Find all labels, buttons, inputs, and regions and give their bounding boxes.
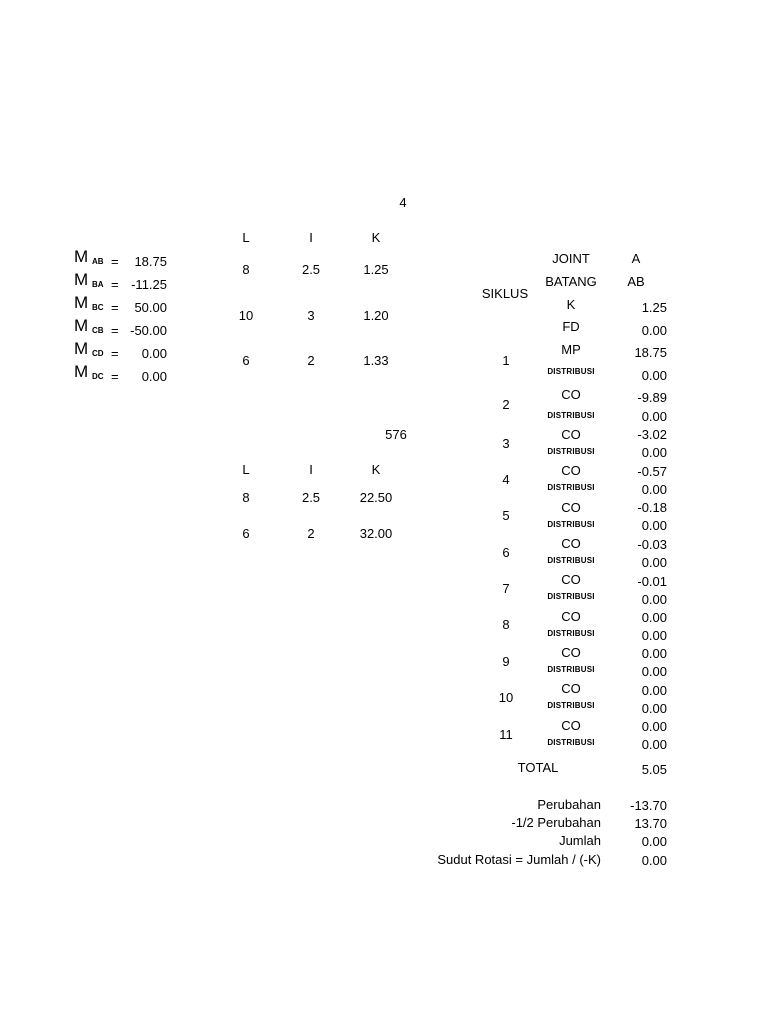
co-label: CO — [561, 500, 581, 515]
equals-sign: = — [111, 277, 119, 292]
co-value: -3.02 — [637, 427, 667, 442]
moment-subscript: DC — [92, 372, 104, 381]
moment-value: -11.25 — [131, 277, 167, 292]
moment-symbol: M — [74, 270, 89, 289]
cycle-number: 2 — [502, 397, 510, 412]
table-cell: 3 — [307, 308, 315, 323]
moment-subscript: CB — [92, 326, 104, 335]
mp-label: MP — [561, 342, 581, 357]
distribusi-label: DISTRIBUSI — [547, 629, 595, 638]
equals-sign: = — [111, 369, 119, 384]
distribusi-value: 0.00 — [641, 518, 667, 533]
co-value: 0.00 — [641, 719, 667, 734]
moment-symbol: M — [74, 293, 89, 312]
co-value: 0.00 — [641, 683, 667, 698]
moment-value: -50.00 — [130, 323, 167, 338]
joint-value: A — [631, 251, 641, 266]
column-header: K — [371, 462, 381, 477]
k-label: K — [566, 297, 576, 312]
co-label: CO — [561, 427, 581, 442]
cycle-number: 10 — [498, 690, 514, 705]
distribusi-label: DISTRIBUSI — [547, 411, 595, 420]
moment-subscript: CD — [92, 349, 104, 358]
equals-sign: = — [111, 346, 119, 361]
co-value: -0.01 — [637, 574, 667, 589]
distribusi-label: DISTRIBUSI — [547, 592, 595, 601]
batang-label: BATANG — [545, 274, 597, 289]
cycle-number: 11 — [499, 727, 513, 742]
distribusi-value: 0.00 — [641, 737, 667, 752]
distribusi-value: 0.00 — [641, 409, 667, 424]
moment-symbol: M — [74, 339, 89, 358]
cycle-number: 9 — [502, 654, 510, 669]
moment-symbol: M — [74, 247, 89, 266]
moment-subscript: BC — [92, 303, 104, 312]
distribusi-value: 0.00 — [641, 701, 667, 716]
distribusi-value: 0.00 — [641, 482, 667, 497]
half-perubahan-value: 13.70 — [634, 816, 667, 831]
moment-value: 0.00 — [141, 346, 167, 361]
column-header: I — [309, 462, 313, 477]
moment-value: 18.75 — [134, 254, 167, 269]
co-value: 0.00 — [641, 610, 667, 625]
equals-sign: = — [111, 323, 119, 338]
equals-sign: = — [111, 300, 119, 315]
perubahan-label: Perubahan — [537, 797, 601, 812]
table-label: 4 — [399, 195, 407, 210]
co-label: CO — [561, 463, 581, 478]
fd-value: 0.00 — [641, 323, 667, 338]
total-label: TOTAL — [517, 760, 559, 775]
distribusi-value: 0.00 — [641, 555, 667, 570]
co-label: CO — [561, 718, 581, 733]
jumlah-label: Jumlah — [559, 833, 601, 848]
distribusi-value: 0.00 — [641, 664, 667, 679]
moment-symbol: M — [74, 362, 89, 381]
table-cell: 2 — [307, 526, 315, 541]
perubahan-value: -13.70 — [630, 798, 667, 813]
moment-symbol: M — [74, 316, 89, 335]
table-cell: 1.33 — [363, 353, 389, 368]
co-value: 0.00 — [641, 646, 667, 661]
table-cell: 6 — [242, 526, 250, 541]
jumlah-value: 0.00 — [641, 834, 667, 849]
column-header: L — [242, 462, 250, 477]
table-cell: 6 — [242, 353, 250, 368]
distribusi-value: 0.00 — [641, 445, 667, 460]
joint-label: JOINT — [552, 251, 590, 266]
distribusi-label: DISTRIBUSI — [547, 520, 595, 529]
table-cell: 1.20 — [363, 308, 389, 323]
cycle-number: 3 — [502, 436, 510, 451]
distribusi-value: 0.00 — [641, 592, 667, 607]
cycle-number: 6 — [502, 545, 510, 560]
fd-label: FD — [562, 319, 580, 334]
table-label: 576 — [385, 427, 407, 442]
half-perubahan-label: -1/2 Perubahan — [511, 815, 601, 830]
co-label: CO — [561, 572, 581, 587]
moment-subscript: BA — [92, 280, 104, 289]
table-cell: 2 — [307, 353, 315, 368]
distribusi-value: 0.00 — [641, 368, 667, 383]
co-label: CO — [561, 536, 581, 551]
co-label: CO — [561, 609, 581, 624]
table-cell: 8 — [242, 490, 250, 505]
cycle-number: 7 — [502, 581, 510, 596]
moment-value: 50.00 — [134, 300, 167, 315]
table-cell: 8 — [242, 262, 250, 277]
siklus-label: SIKLUS — [481, 286, 529, 301]
co-value: -9.89 — [637, 390, 667, 405]
co-label: CO — [561, 387, 581, 402]
cycle-number: 5 — [502, 508, 510, 523]
table-cell: 2.5 — [301, 262, 321, 277]
table-cell: 22.50 — [359, 490, 393, 505]
k-value: 1.25 — [641, 300, 667, 315]
distribusi-label: DISTRIBUSI — [547, 738, 595, 747]
co-label: CO — [561, 645, 581, 660]
column-header: K — [371, 230, 381, 245]
table-cell: 32.00 — [359, 526, 393, 541]
distribusi-label: DISTRIBUSI — [547, 367, 595, 376]
mp-value: 18.75 — [634, 345, 667, 360]
cycle-number: 1 — [502, 353, 510, 368]
distribusi-value: 0.00 — [641, 628, 667, 643]
moment-subscript: AB — [92, 257, 104, 266]
co-value: -0.18 — [637, 500, 667, 515]
batang-value: AB — [627, 274, 645, 289]
co-value: -0.57 — [637, 464, 667, 479]
co-value: -0.03 — [637, 537, 667, 552]
distribusi-label: DISTRIBUSI — [547, 556, 595, 565]
cycle-number: 8 — [502, 617, 510, 632]
table-cell: 1.25 — [363, 262, 389, 277]
equals-sign: = — [111, 254, 119, 269]
column-header: L — [242, 230, 250, 245]
cycle-number: 4 — [502, 472, 510, 487]
total-value: 5.05 — [641, 762, 667, 777]
table-cell: 10 — [238, 308, 254, 323]
distribusi-label: DISTRIBUSI — [547, 483, 595, 492]
distribusi-label: DISTRIBUSI — [547, 447, 595, 456]
distribusi-label: DISTRIBUSI — [547, 701, 595, 710]
co-label: CO — [561, 681, 581, 696]
column-header: I — [309, 230, 313, 245]
table-cell: 2.5 — [301, 490, 321, 505]
sudut-rotasi-value: 0.00 — [641, 853, 667, 868]
moment-value: 0.00 — [141, 369, 167, 384]
sudut-rotasi-label: Sudut Rotasi = Jumlah / (-K) — [437, 852, 601, 867]
distribusi-label: DISTRIBUSI — [547, 665, 595, 674]
